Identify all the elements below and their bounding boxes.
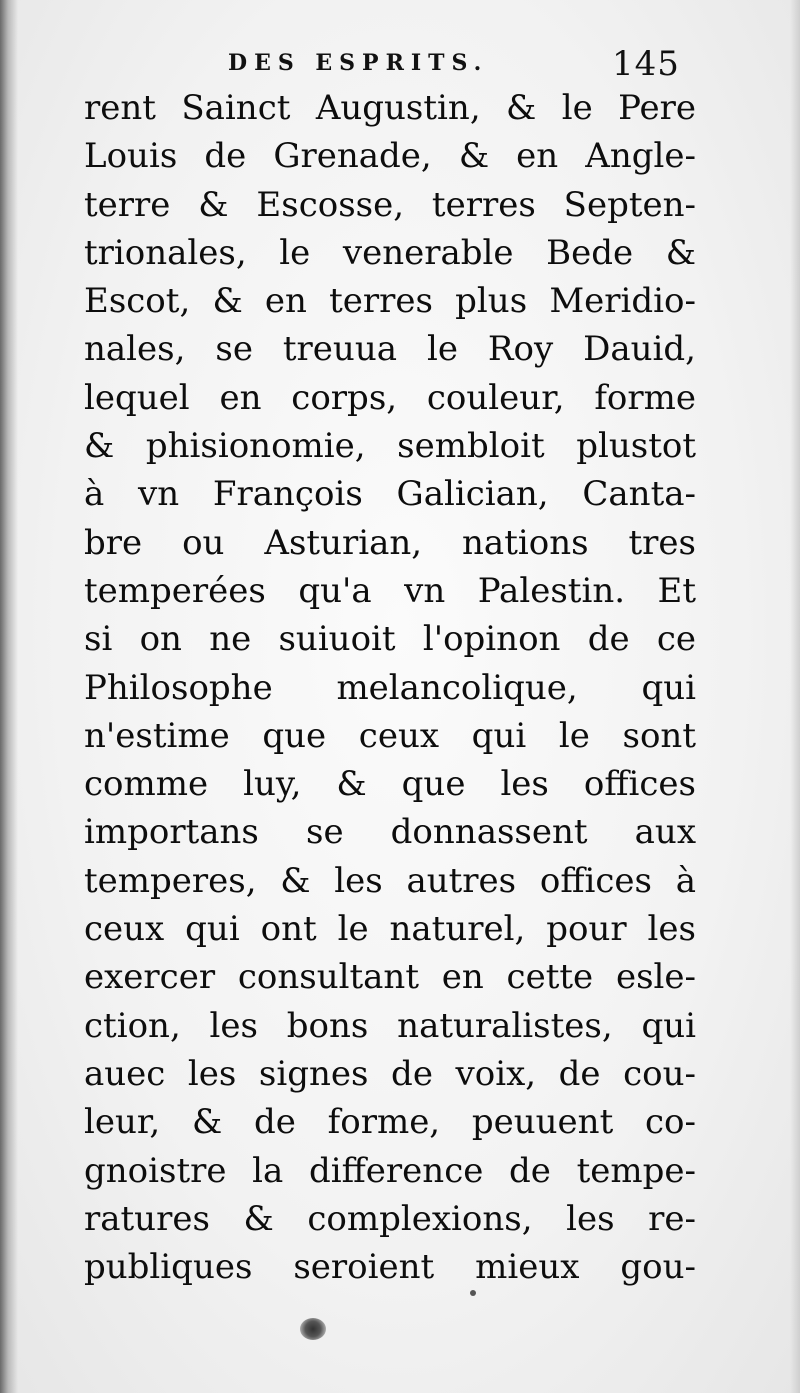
text-line: auec les signes de voix, de cou- [84,1053,696,1094]
text-line: leur, & de forme, peuuent co- [84,1102,696,1143]
text-line: bre ou Asturian, nations tres [84,522,696,563]
text-line: temperes, & les autres offices à [84,860,696,901]
text-line: Philosophe melancolique, qui [84,667,696,708]
text-line: Escot, & en terres plus Meridio- [84,281,696,322]
running-title: DES ESPRITS. [228,50,489,76]
text-line: n'estime que ceux qui le sont [84,715,696,756]
text-line: rent Sainct Augustin, & le Pere [84,88,696,128]
text-line: ratures & complexions, les re- [84,1198,696,1239]
ink-blot [300,1318,326,1340]
text-line: gnoistre la difference de tempe- [84,1150,696,1191]
text-line: comme luy, & que les offices [84,764,696,805]
text-line: nales, se treuua le Roy Dauid, [84,329,696,370]
binding-shadow [0,0,18,1393]
text-line: Louis de Grenade, & en Angle- [84,136,696,177]
page-number: 145 [612,44,680,84]
text-line: temperées qu'a vn Palestin. Et [84,570,696,611]
text-line: à vn François Galician, Canta- [84,474,696,515]
text-line: exercer consultant en cette esle- [84,957,696,998]
text-line: publiques seroient mieux gou- [84,1247,696,1288]
ink-speck [470,1290,476,1296]
text-line: terre & Escosse, terres Septen- [84,184,696,225]
text-line: ceux qui ont le naturel, pour les [84,909,696,950]
text-line: & phisionomie, sembloit plustot [84,426,696,467]
text-line: si on ne suiuoit l'opinon de ce [84,619,696,660]
text-line: lequel en corps, couleur, forme [84,377,696,418]
page-edge [790,0,800,1393]
text-line: ction, les bons naturalistes, qui [84,1005,696,1046]
text-line: trionales, le venerable Bede & [84,232,696,273]
text-block [84,84,696,1291]
text-line: importans se donnassent aux [84,812,696,853]
running-head [0,44,800,84]
